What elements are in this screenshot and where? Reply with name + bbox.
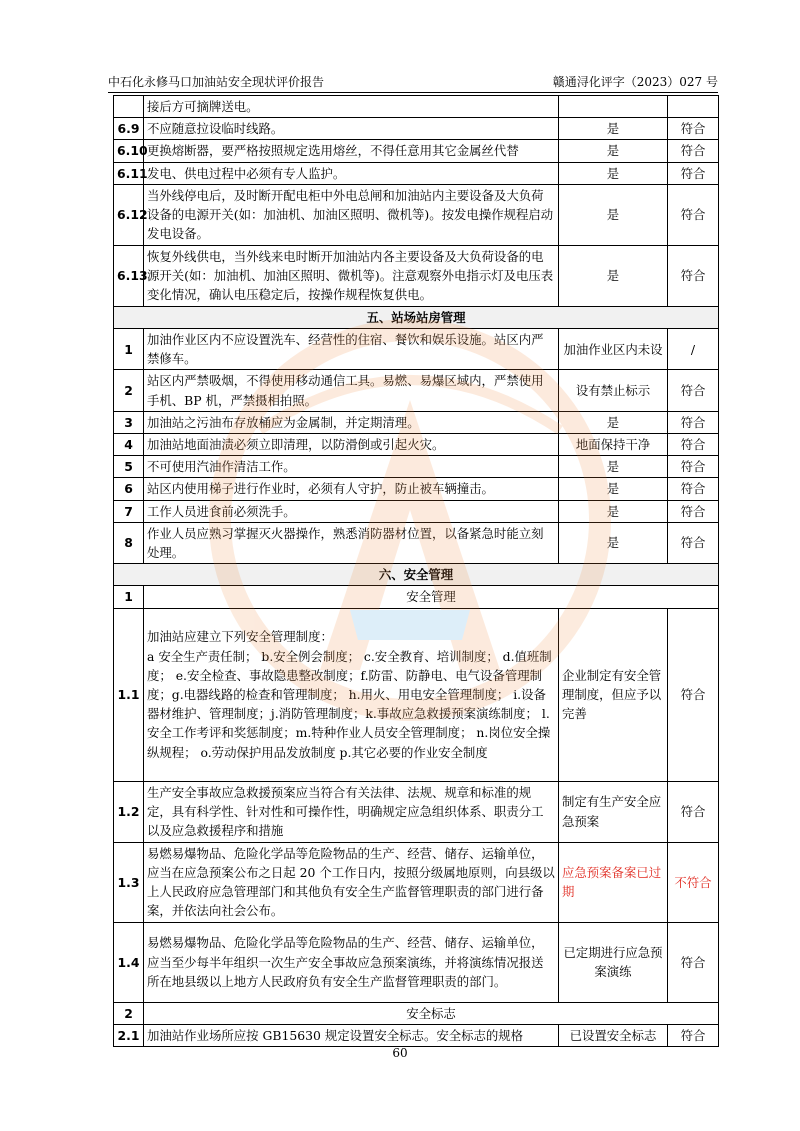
requirement-text: 加油站地面油渍必须立即清理，以防滑倒或引起火灾。 <box>144 434 559 456</box>
conformity-result: 符合 <box>668 162 719 184</box>
requirement-text: 不可使用汽油作清洁工作。 <box>144 456 559 478</box>
subsection-title: 安全管理 <box>144 586 719 608</box>
requirement-text: 更换熔断器，要严格按照规定选用熔丝，不得任意用其它金属丝代替 <box>144 140 559 162</box>
actual-status: 是 <box>559 500 668 522</box>
evaluation-table <box>113 95 719 1047</box>
requirement-text: 易燃易爆物品、危险化学品等危险物品的生产、经营、储存、运输单位，应当在应急预案公布之日起 20 个工作日内，按照分级属地原则，向县级以上人民政府应急管理部门和其他负有安全生产监督管理职责的部门进行备案，并依法向社会公布。 <box>144 842 559 922</box>
requirement-text: 不应随意拉设临时线路。 <box>144 118 559 140</box>
table-row <box>114 118 719 140</box>
requirement-text: 接后方可摘牌送电。 <box>144 96 559 118</box>
conformity-result: 符合 <box>668 184 719 245</box>
row-number: 5 <box>114 456 144 478</box>
conformity-result: 符合 <box>668 522 719 563</box>
table-row <box>114 522 719 563</box>
requirement-text: 加油站之污油布存放桶应为金属制，并定期清理。 <box>144 411 559 433</box>
actual-status: 是 <box>559 522 668 563</box>
table-row <box>114 370 719 411</box>
requirement-text: 站区内使用梯子进行作业时，必须有人守护，防止被车辆撞击。 <box>144 478 559 500</box>
actual-status: 应急预案备案已过期 <box>559 842 668 922</box>
table-row <box>114 500 719 522</box>
table-row <box>114 411 719 433</box>
row-number: 2 <box>114 370 144 411</box>
actual-status: 加油作业区内未设 <box>559 329 668 370</box>
conformity-result: 符合 <box>668 118 719 140</box>
conformity-result: 符合 <box>668 922 719 1002</box>
table-row <box>114 781 719 842</box>
row-number: 1.4 <box>114 922 144 1002</box>
table-row <box>114 245 719 306</box>
table-row <box>114 922 719 1002</box>
row-number: 3 <box>114 411 144 433</box>
requirement-text: 生产安全事故应急救援预案应当符合有关法律、法规、规章和标准的规定，具有科学性、针对性和可操作性，明确规定应急组织体系、职责分工以及应急救援程序和措施 <box>144 781 559 842</box>
conformity-result: 符合 <box>668 456 719 478</box>
table-row <box>114 1024 719 1046</box>
requirement-text <box>144 608 559 781</box>
requirement-line: a 安全生产责任制； b.安全例会制度； c.安全教育、培训制度； d.值班制度； e.安全检查、事故隐患整改制度；f.防雷、防静电、电气设备管理制度；g.电器线路的检查和管理制度； h.用火、用电安全管理制度； i.设备器材维护、管理制度；j.消防管理制度；k.事故应急救援预案演练制度； l.安全工作考评和奖惩制度；m.特种作业人员安全管理制度； n.岗位安全操纵规程； o.劳动保护用品发放制度 p.其它必要的作业安全制度 <box>147 648 552 760</box>
actual-status: 是 <box>559 184 668 245</box>
conformity-result: / <box>668 329 719 370</box>
conformity-result: 符合 <box>668 1024 719 1046</box>
table-row <box>114 608 719 781</box>
requirement-text: 易燃易爆物品、危险化学品等危险物品的生产、经营、储存、运输单位，应当至少每半年组织一次生产安全事故应急预案演练，并将演练情况报送所在地县级以上地方人民政府负有安全生产监督管理职责的部门。 <box>144 922 559 1002</box>
row-number: 6.10 <box>114 140 144 162</box>
row-number: 7 <box>114 500 144 522</box>
conformity-result: 符合 <box>668 434 719 456</box>
conformity-result: 符合 <box>668 478 719 500</box>
actual-status: 已设置安全标志 <box>559 1024 668 1046</box>
row-number: 6.11 <box>114 162 144 184</box>
table-row <box>114 842 719 922</box>
conformity-result: 符合 <box>668 140 719 162</box>
actual-status: 是 <box>559 478 668 500</box>
page-number: 60 <box>392 1046 408 1060</box>
subsection-row <box>114 586 719 608</box>
requirement-text: 恢复外线供电，当外线来电时断开加油站内各主要设备及大负荷设备的电源开关(如：加油机、加油区照明、微机等)。注意观察外电指示灯及电压表变化情况，确认电压稳定后，按操作规程恢复供电。 <box>144 245 559 306</box>
table-row <box>114 329 719 370</box>
row-number: 1.3 <box>114 842 144 922</box>
row-number: 1.1 <box>114 608 144 781</box>
header-report-title: 中石化永修马口加油站安全现状评价报告 <box>108 75 325 89</box>
table-row <box>114 140 719 162</box>
requirement-text: 加油站作业场所应按 GB15630 规定设置安全标志。安全标志的规格 <box>144 1024 559 1046</box>
row-number: 2 <box>114 1002 144 1024</box>
actual-status: 是 <box>559 456 668 478</box>
evaluation-table-body <box>114 96 719 1047</box>
subsection-row <box>114 1002 719 1024</box>
table-row <box>114 456 719 478</box>
actual-status: 企业制定有安全管理制度，但应予以完善 <box>559 608 668 781</box>
table-row <box>114 162 719 184</box>
section-row <box>114 564 719 586</box>
table-row <box>114 184 719 245</box>
row-number: 4 <box>114 434 144 456</box>
actual-status: 设有禁止标示 <box>559 370 668 411</box>
row-number: 2.1 <box>114 1024 144 1046</box>
actual-status: 是 <box>559 411 668 433</box>
row-number: 1 <box>114 586 144 608</box>
requirement-text: 站区内严禁吸烟，不得使用移动通信工具。易燃、易爆区域内，严禁使用手机、BP 机，严禁摄相拍照。 <box>144 370 559 411</box>
section-title: 五、站场站房管理 <box>114 306 719 328</box>
section-title: 六、安全管理 <box>114 564 719 586</box>
row-number: 1.2 <box>114 781 144 842</box>
table-row <box>114 478 719 500</box>
requirement-line: 加油站应建立下列安全管理制度： <box>147 629 333 645</box>
actual-status: 制定有生产安全应急预案 <box>559 781 668 842</box>
conformity-result: 符合 <box>668 500 719 522</box>
row-number: 1 <box>114 329 144 370</box>
actual-status: 是 <box>559 162 668 184</box>
header-report-number: 赣通浔化评字（2023）027 号 <box>552 75 718 89</box>
actual-status <box>559 96 668 118</box>
row-number <box>114 96 144 118</box>
actual-status: 地面保持干净 <box>559 434 668 456</box>
conformity-result: 符合 <box>668 411 719 433</box>
actual-status: 已定期进行应急预案演练 <box>559 922 668 1002</box>
conformity-result: 不符合 <box>668 842 719 922</box>
subsection-title: 安全标志 <box>144 1002 719 1024</box>
page-header <box>108 72 718 93</box>
requirement-text: 发电、供电过程中必须有专人监护。 <box>144 162 559 184</box>
conformity-result: 符合 <box>668 781 719 842</box>
row-number: 8 <box>114 522 144 563</box>
row-number: 6.9 <box>114 118 144 140</box>
requirement-text: 加油作业区内不应设置洗车、经营性的住宿、餐饮和娱乐设施。站区内严禁修车。 <box>144 329 559 370</box>
actual-status: 是 <box>559 118 668 140</box>
requirement-text: 当外线停电后，及时断开配电柜中外电总闸和加油站内主要设备及大负荷设备的电源开关(如：加油机、加油区照明、微机等)。按发电操作规程启动发电设备。 <box>144 184 559 245</box>
row-number: 6.12 <box>114 184 144 245</box>
table-row <box>114 96 719 118</box>
actual-status: 是 <box>559 245 668 306</box>
conformity-result: 符合 <box>668 370 719 411</box>
row-number: 6.13 <box>114 245 144 306</box>
conformity-result: 符合 <box>668 245 719 306</box>
row-number: 6 <box>114 478 144 500</box>
section-row <box>114 306 719 328</box>
conformity-result <box>668 96 719 118</box>
requirement-text: 工作人员进食前必须洗手。 <box>144 500 559 522</box>
conformity-result: 符合 <box>668 608 719 781</box>
table-row <box>114 434 719 456</box>
actual-status: 是 <box>559 140 668 162</box>
requirement-text: 作业人员应熟习掌握灭火器操作，熟悉消防器材位置，以备紧急时能立刻处理。 <box>144 522 559 563</box>
